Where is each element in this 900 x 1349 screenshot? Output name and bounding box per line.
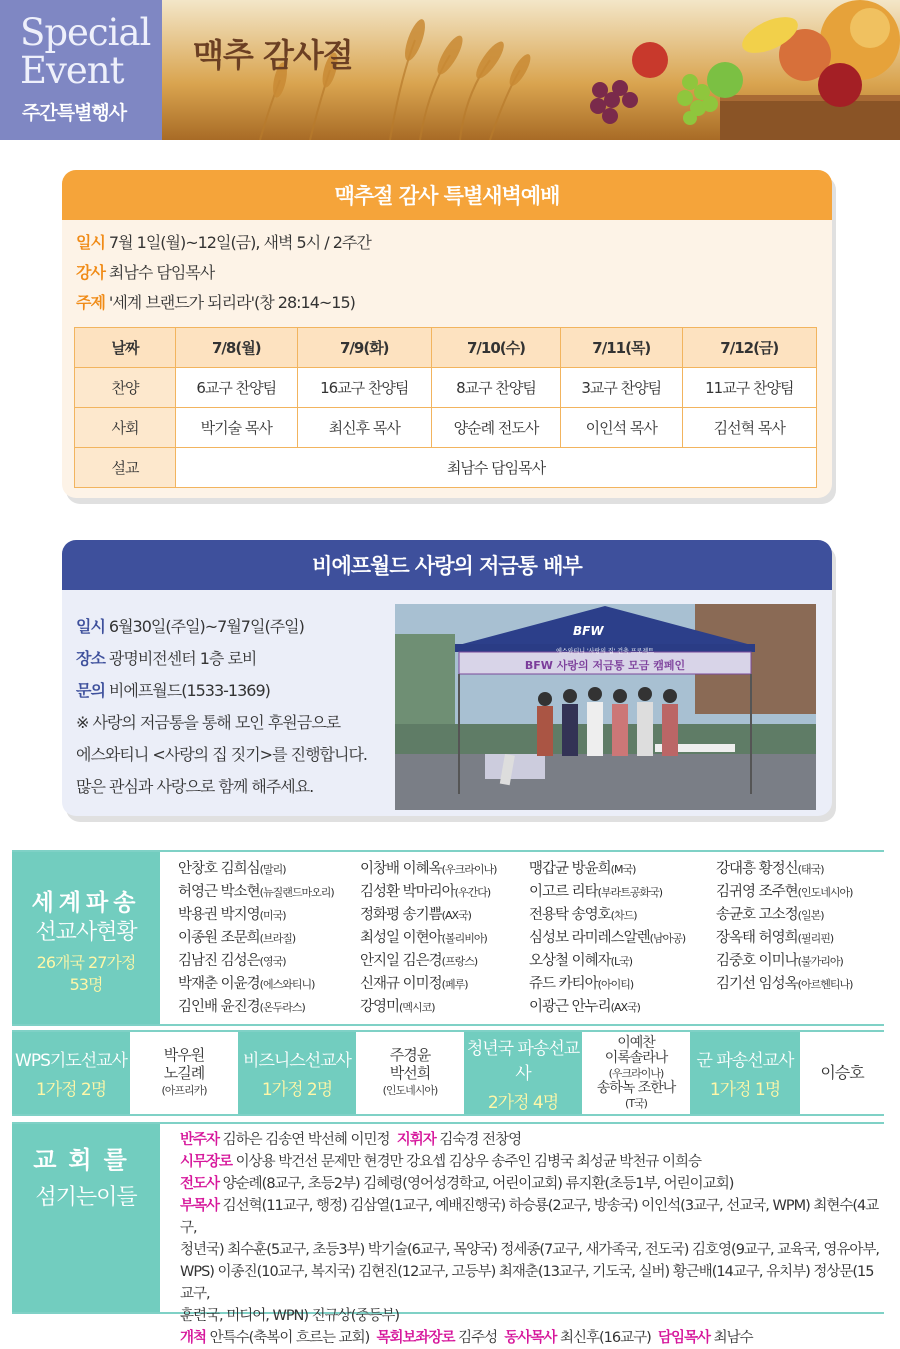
missionary-label	[12, 852, 160, 1024]
servants-label-subtitle: 섬기는이들	[35, 1185, 137, 1210]
table-row-label: 설교	[75, 448, 176, 488]
list-item: 심성보 라미레스알렌(남아공)	[529, 930, 686, 946]
list-item: 김남진 김성은(영국)	[178, 953, 286, 969]
table-cell: 최남수 담임목사	[176, 448, 817, 488]
missionary-section	[12, 850, 884, 1026]
wps-missionary-label: WPS기도선교사 1가정 2명	[12, 1032, 130, 1114]
table-cell: 박기술 목사	[176, 408, 298, 448]
dawn-service-topic: 주제 '세계 브랜드가 되리라'(창 28:14~15)	[76, 293, 355, 312]
list-item: 김기선 임성옥(아르헨티나)	[716, 976, 853, 992]
table-cell: 이인석 목사	[561, 408, 683, 448]
missionary-label-subtitle: 선교사현황	[35, 920, 137, 945]
table-header-cell: 날짜	[75, 328, 176, 368]
list-item: 청년국) 최수훈(5교구, 초등3부) 박기술(6교구, 목양국) 정세종(7교구, 새가족국, 전도국) 김호영(9교구, 교육국, 영유아부,	[180, 1242, 880, 1258]
missionary-label-title: 세계파송	[31, 890, 141, 916]
table-row	[75, 368, 817, 408]
table-header-cell: 7/9(화)	[297, 328, 431, 368]
table-header-cell: 7/11(목)	[561, 328, 683, 368]
header-banner	[0, 0, 900, 140]
military-missionary-label: 군 파송선교사 1가정 1명	[690, 1032, 800, 1114]
table-row	[75, 448, 817, 488]
list-item: 김귀영 조주현(인도네시아)	[716, 884, 853, 900]
dawn-service-card	[62, 170, 832, 498]
missionary-column	[529, 858, 685, 1019]
campaign-photo	[395, 604, 816, 810]
list-item: 이고르 리타(부라트공화국)	[529, 884, 663, 900]
piggy-bank-title: 비에프월드 사랑의 저금통 배부	[62, 540, 832, 590]
business-missionary-label: 비즈니스선교사 1가정 2명	[238, 1032, 356, 1114]
list-item: 박용권 박지영(미국)	[178, 907, 286, 923]
banner-subtitle: 에스와티니 '사랑의 집' 건축 프로젝트	[556, 648, 654, 655]
list-item: 강영미(멕시코)	[360, 999, 435, 1015]
missionary-column	[178, 858, 334, 1019]
list-item: 김인배 윤진경(온두라스)	[178, 999, 305, 1015]
table-header-cell: 7/12(금)	[682, 328, 816, 368]
list-item: 신재규 이미정(페루)	[360, 976, 468, 992]
special-missionary-row	[12, 1030, 884, 1116]
missionary-column	[716, 858, 852, 996]
piggy-bank-note: 많은 관심과 사랑으로 함께 해주세요.	[76, 777, 314, 796]
schedule-table	[74, 327, 817, 488]
youth-missionary-names: 이예찬 이록솔라나 (우크라이나) 송하녹 조한나 (T국)	[582, 1032, 690, 1114]
page-title: 맥추 감사절	[193, 36, 353, 74]
servants-label-title: 교회를	[33, 1146, 139, 1174]
list-item: 맹갑균 방윤희(M국)	[529, 861, 636, 877]
table-header-row	[75, 328, 817, 368]
servants-label	[12, 1124, 160, 1312]
list-item: 장옥태 허영희(필리핀)	[716, 930, 834, 946]
table-cell: 3교구 찬양팀	[561, 368, 683, 408]
fruit-basket-image	[540, 0, 900, 140]
piggy-bank-note: 에스와티니 <사랑의 집 짓기>를 진행합니다.	[76, 745, 367, 764]
wps-missionary-names: 박우원 노길례 (아프리카)	[130, 1032, 238, 1114]
list-item: 시무장로 이상용 박건선 문제만 현경만 강요셉 김상우 송주인 김병국 최성균 박천규 이희승	[180, 1154, 701, 1170]
piggy-bank-place: 장소 광명비전센터 1층 로비	[76, 649, 257, 668]
special-event-title: Special Event	[20, 11, 151, 92]
table-header-cell: 7/10(수)	[431, 328, 560, 368]
list-item: 쥬드 카티아(아이티)	[529, 976, 634, 992]
list-item: 훈련국, 미디어, WPN) 진규상(중등부)	[180, 1308, 400, 1324]
piggy-bank-contact: 문의 비에프월드(1533-1369)	[76, 681, 270, 700]
banner-title: BFW 사랑의 저금통 모금 캠페인	[524, 659, 686, 672]
list-item: 오상철 이혜자(L국)	[529, 953, 633, 969]
military-missionary-name: 이승호	[800, 1032, 884, 1114]
youth-missionary-label: 청년국 파송선교사 2가정 4명	[464, 1032, 582, 1114]
table-cell: 16교구 찬양팀	[297, 368, 431, 408]
piggy-bank-card	[62, 540, 832, 816]
list-item: 허영근 박소현(뉴질랜드마오리)	[178, 884, 334, 900]
list-item: 강대흥 황정신(태국)	[716, 861, 824, 877]
table-cell: 8교구 찬양팀	[431, 368, 560, 408]
list-item: 이창배 이혜옥(우크라이나)	[360, 861, 497, 877]
list-item: 이광근 안누리(AX국)	[529, 999, 640, 1015]
table-row	[75, 408, 817, 448]
table-cell: 양순례 전도사	[431, 408, 560, 448]
campaign-photo-image	[395, 604, 816, 810]
weekly-event-label: 주간특별행사	[22, 102, 127, 124]
list-item: 송균호 고소정(일본)	[716, 907, 824, 923]
piggy-bank-date: 일시 6월30일(주일)~7월7일(주일)	[76, 617, 304, 636]
list-item: 전도사 양순례(8교구, 초등2부) 김혜령(영어성경학교, 어린이교회) 류지환(초등1부, 어린이교회)	[180, 1176, 734, 1192]
table-cell: 11교구 찬양팀	[682, 368, 816, 408]
list-item: 이종원 조문희(브라질)	[178, 930, 296, 946]
bfw-logo: BFW	[573, 624, 604, 638]
list-item: 최성일 이현아(볼리비아)	[360, 930, 487, 946]
dawn-service-date: 일시 7월 1일(월)~12일(금), 새벽 5시 / 2주간	[76, 233, 371, 252]
list-item: 박재춘 이윤경(에스와티니)	[178, 976, 315, 992]
list-item: 정화평 송기쁨(AX국)	[360, 907, 471, 923]
servants-list	[180, 1129, 886, 1349]
list-item: 김중호 이미나(불가리아)	[716, 953, 843, 969]
table-row-label: 찬양	[75, 368, 176, 408]
list-item: 개척 안특수(축복이 흐르는 교회) 목회보좌장로 김주성 동사목사 최신후(16교구) 담임목사 최남수	[180, 1330, 753, 1346]
church-servants-section	[12, 1122, 884, 1346]
piggy-bank-note: ※ 사랑의 저금통을 통해 모인 후원금으로	[76, 713, 341, 732]
dawn-service-title: 맥추절 감사 특별새벽예배	[62, 170, 832, 220]
table-header-cell: 7/8(월)	[176, 328, 298, 368]
list-item: 안창호 김희심(말리)	[178, 861, 286, 877]
list-item: 부목사 김선혁(11교구, 행정) 김삼열(1교구, 예배진행국) 하승룡(2교구, 방송국) 이인석(3교구, 선교국, WPM) 최현수(4교구,	[180, 1198, 879, 1236]
list-item: 반주자 김하은 김송연 박선혜 이민정 지휘자 김숙경 전창영	[180, 1132, 522, 1148]
missionary-count: 26개국 27가정 53명	[36, 953, 136, 994]
business-missionary-names: 주경윤 박선희 (인도네시아)	[356, 1032, 464, 1114]
table-cell: 최신후 목사	[297, 408, 431, 448]
list-item: 전용탁 송영호(차드)	[529, 907, 637, 923]
special-event-tag	[0, 0, 162, 140]
missionary-column	[360, 858, 496, 1019]
table-row-label: 사회	[75, 408, 176, 448]
list-item: 김성환 박마리아(우간다)	[360, 884, 491, 900]
list-item: 안지일 김은경(프랑스)	[360, 953, 478, 969]
table-cell: 김선혁 목사	[682, 408, 816, 448]
dawn-service-speaker: 강사 최남수 담임목사	[76, 263, 215, 282]
table-cell: 6교구 찬양팀	[176, 368, 298, 408]
list-item: WPS) 이종진(10교구, 복지국) 김현진(12교구, 고등부) 최재춘(13교구, 기도국, 실버) 황근배(14교구, 유치부) 정상문(15교구,	[180, 1264, 874, 1302]
